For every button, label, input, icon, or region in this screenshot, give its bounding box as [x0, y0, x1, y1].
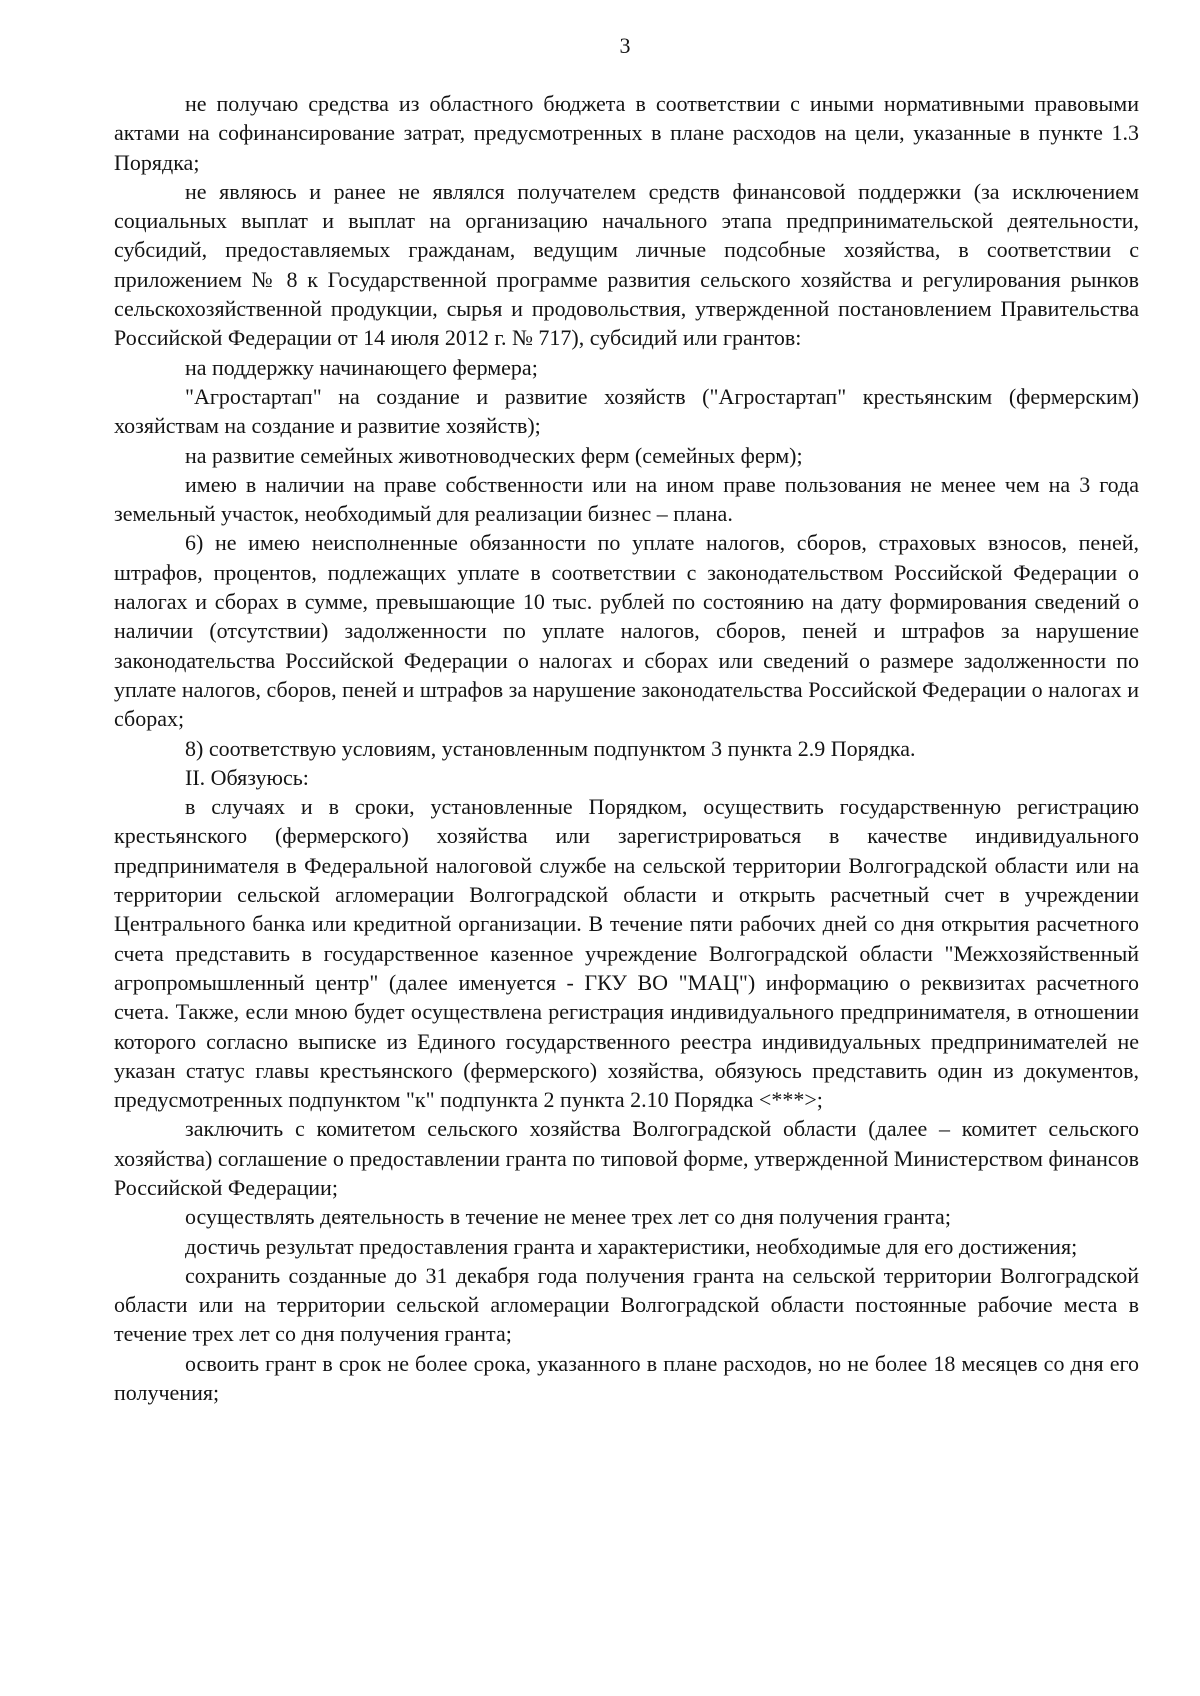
paragraph-agreement: заключить с комитетом сельского хозяйства Волгоградской области (далее – комитет сельского хозяйства) соглашение о предоставлении гранта по типовой форме, утвержденной Министерством финансов Российской Федерации; [114, 1116, 1139, 1200]
paragraph-registration: в случаях и в сроки, установленные Порядком, осуществить государственную регистрацию крестьянского (фермерского) хозяйства или зарегистрироваться в качестве индивидуального предпринимателя в Федеральной налоговой службе на сельской территории Волгоградской области или на территории сельской агломерации Волгоградской области и открыть расчетный счет в учреждении Центрального банка или кредитной организации. В течение пяти рабочих дней со дня открытия расчетного счета представить в государственное казенное учреждение Волгоградской области "Межхозяйственный агропромышленный центр" (далее именуется - ГКУ ВО "МАЦ") информацию о реквизитах расчетного счета. Также, если мною будет осуществлена регистрация индивидуального предпринимателя, в отношении которого согласно выписке из Единого государственного реестра индивидуальных предпринимателей не указан статус главы крестьянского (фермерского) хозяйства, обязуюсь представить один из документов, предусмотренных подпунктом "к" подпункта 2 пункта 2.10 Порядка <***>; [114, 794, 1139, 1113]
paragraph-no-regional-funds: не получаю средства из областного бюджета в соответствии с иными нормативными правовыми актами на софинансирование затрат, предусмотренных в плане расходов на цели, указанные в пункте 1.3 Порядка; [114, 91, 1139, 175]
paragraph-not-support-recipient: не являюсь и ранее не являлся получателем средств финансовой поддержки (за исключением социальных выплат и выплат на организацию начального этапа предпринимательской деятельности, субсидий, предоставляемых гражданам, ведущим личные подсобные хозяйства, в соответствии с приложением № 8 к Государственной программе развития сельского хозяйства и регулирования рынков сельскохозяйственной продукции, сырья и продовольствия, утвержденной постановлением Правительства Российской Федерации от 14 июля 2012 г. № 717), субсидий или грантов: [114, 178, 1139, 351]
paragraph-spend-grant: освоить грант в срок не более срока, указанного в плане расходов, но не более 18 месяцев со дня его получения; [114, 1350, 1139, 1406]
paragraph-activity-period: осуществлять деятельность в течение не менее трех лет со дня получения гранта; [185, 1204, 951, 1230]
document-body [114, 89, 1139, 1407]
paragraph-achieve-result: достичь результат предоставления гранта и характеристики, необходимые для его достижения; [185, 1233, 1078, 1259]
paragraph-family-farms: на развитие семейных животноводческих ферм (семейных ферм); [185, 442, 803, 468]
section-heading-obligations: II. Обязуюсь: [185, 764, 309, 790]
paragraph-keep-jobs: сохранить созданные до 31 декабря года получения гранта на сельской территории Волгоградской области или на территории сельской агломерации Волгоградской области постоянные рабочие места в течение трех лет со дня получения гранта; [114, 1262, 1139, 1347]
page-number: 3 [619, 33, 631, 58]
paragraph-item-6-tax-debts: 6) не имею неисполненные обязанности по уплате налогов, сборов, страховых взносов, пеней, штрафов, процентов, подлежащих уплате в соответствии с законодательством Российской Федерации о налогах и сборах в сумме, превышающие 10 тыс. рублей по состоянию на дату формирования сведений о наличии (отсутствии) задолженности по уплате налогов, сборов, пеней и штрафов за нарушение законодательства Российской Федерации о налогах и сборах или сведений о размере задолженности по уплате налогов, сборов, пеней и штрафов за нарушение законодательства Российской Федерации о налогах и сборах; [114, 530, 1139, 732]
paragraph-beginning-farmer: на поддержку начинающего фермера; [185, 354, 538, 380]
paragraph-item-8-conditions: 8) соответствую условиям, установленным подпунктом 3 пункта 2.9 Порядка. [185, 735, 916, 761]
paragraph-agrostartap: "Агростартап" на создание и развитие хозяйств ("Агростартап" крестьянским (фермерским) хозяйствам на создание и развитие хозяйств); [114, 383, 1139, 439]
paragraph-land-plot: имею в наличии на праве собственности или на ином праве пользования не менее чем на 3 года земельный участок, необходимый для реализации бизнес – плана. [114, 471, 1139, 527]
